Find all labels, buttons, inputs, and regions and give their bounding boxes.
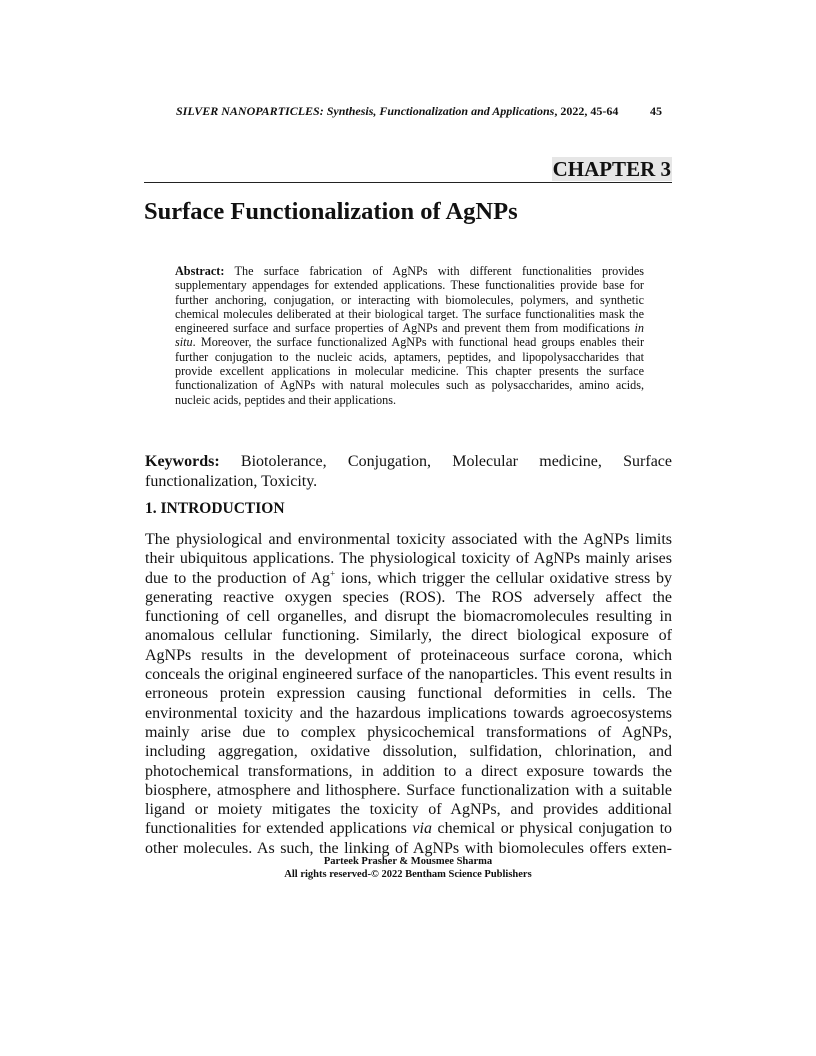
book-title: SILVER NANOPARTICLES: Synthesis, Functionalization and Applications (176, 104, 555, 118)
page-number: 45 (650, 104, 662, 118)
footer (0, 855, 816, 881)
section-heading: 1. INTRODUCTION (145, 500, 285, 517)
keywords-label: Keywords: (145, 453, 220, 470)
abstract-text: . Moreover, the surface functionalized AgNPs with functional head groups enables their further conjugation to the nucleic acids, aptamers, peptides, and lipopolysaccharides that provide excellent applications in molecular medicine. This chapter presents the surface functionalization of AgNPs with natural molecules such as polysaccharides, amino acids, nucleic acids, peptides and their applications. (175, 335, 644, 407)
abstract-italic: in situ (175, 321, 644, 350)
body-text: The physiological and environmental toxicity associated with the AgNPs limits their ubiquitous applications. The physiological toxicity of AgNPs mainly arises due to the production of Ag (145, 531, 672, 587)
year-pages: , 2022, 45-64 (554, 104, 619, 118)
abstract (175, 264, 644, 407)
keywords (145, 452, 672, 491)
chapter-label: CHAPTER 3 (552, 157, 671, 181)
introduction-paragraph (145, 530, 672, 858)
abstract-label: Abstract: (175, 264, 225, 278)
chapter-title: Surface Functionalization of AgNPs (144, 198, 518, 225)
keywords-text: Biotolerance, Conjugation, Molecular medicine, Surface functionalization, Toxicity. (145, 453, 672, 490)
footer-authors: Parteek Prasher & Mousmee Sharma (323, 856, 493, 867)
footer-copyright: All rights reserved-© 2022 Bentham Science Publishers (284, 869, 532, 880)
body-text: chemical or physical conjugation to other molecules. As such, the linking of AgNPs with biomolecules offers exten- (145, 820, 673, 857)
abstract-text: The surface fabrication of AgNPs with different functionalities provides supplementary appendages for extended applications. These functionalities provide base for further anchoring, conjugation, or interacting with biomolecules, polymers, and synthetic chemical molecules deliberated at their biological target. The surface functionalities mask the engineered surface and surface properties of AgNPs and prevent them from modifications (175, 264, 644, 336)
running-header (176, 104, 618, 119)
italic-text: via (412, 820, 432, 838)
superscript: + (330, 568, 336, 579)
header-divider (144, 182, 672, 183)
body-text: ions, which trigger the cellular oxidative stress by generating reactive oxygen species (ROS). The ROS adversely affect the functioning of cell organelles, and disrupt the biomacromolecules resulting in anomalous cellular functioning. Similarly, the direct biological exposure of AgNPs results in the development of proteinaceous surface corona, which conceals the original engineered surface of the nanoparticles. This event results in erroneous protein expression causing functional deformities in cells. The environmental toxicity and the hazardous implications towards agroecosystems mainly arise due to complex physicochemical transformations of AgNPs, including aggregation, oxidative dissolution, sulfidation, chlorination, and photochemical transformations, in addition to a direct exposure towards the biosphere, atmosphere and lithosphere. Surface functionalization with a suitable ligand or moiety mitigates the toxicity of AgNPs, and provides additional functionalities for extended applications (145, 569, 672, 838)
